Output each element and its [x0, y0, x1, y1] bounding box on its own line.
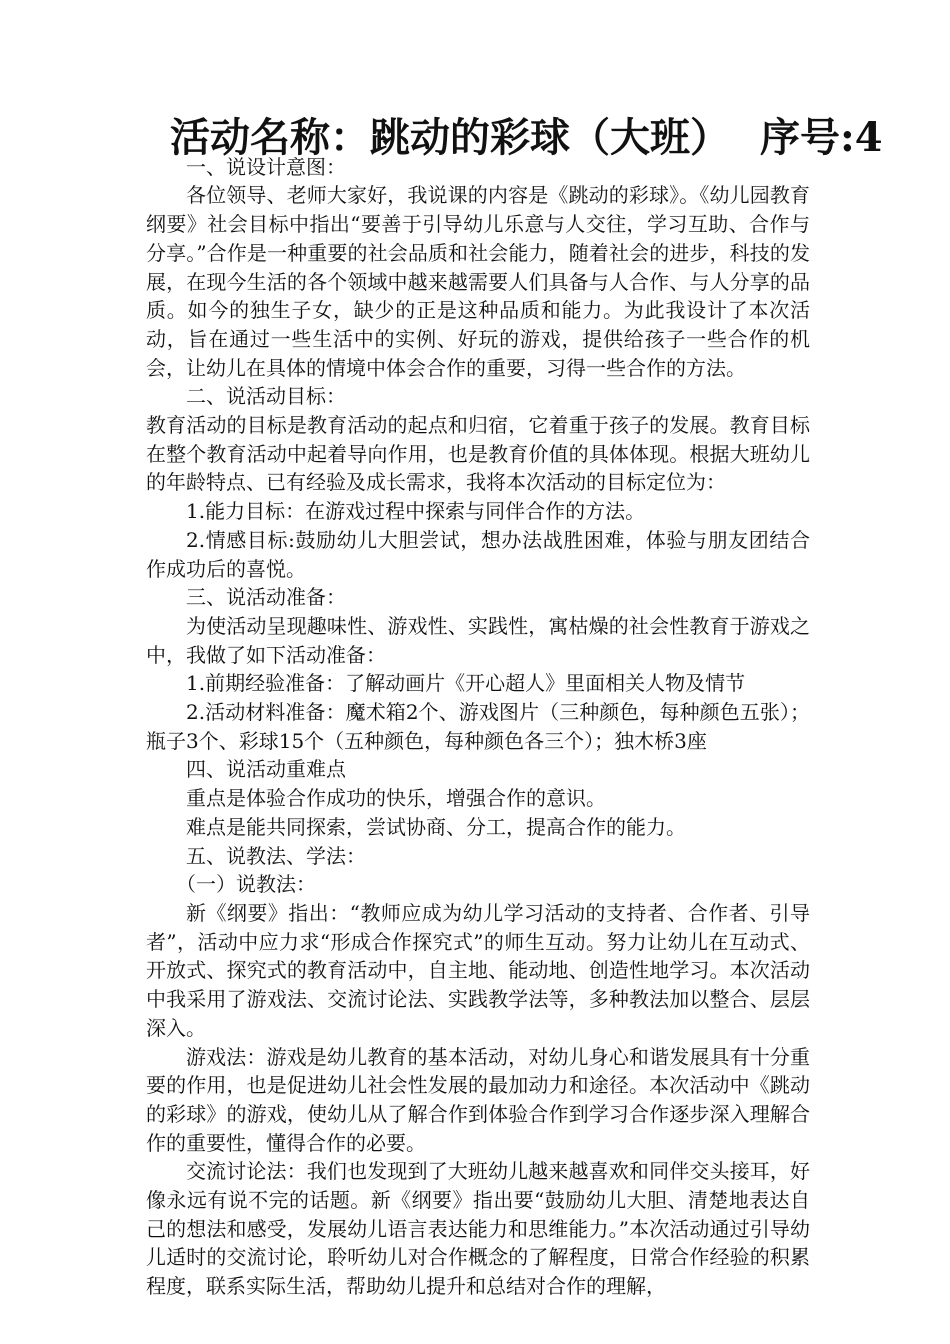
paragraph: （一）说教法： — [176, 872, 316, 897]
paragraph: 教育活动的目标是教育活动的起点和归宿，它着重于孩子的发展。教育目标在整个教育活动中起着导向作用，也是教育价值的具体体现。根据大班幼儿的年龄特点、已有经验及成长需求，我将本次活动的目标定位为： — [146, 413, 810, 495]
paragraph: 五、说教法、学法： — [186, 843, 366, 868]
paragraph: 难点是能共同探索，尝试协商、分工，提高合作的能力。 — [186, 814, 686, 839]
paragraph: 二、说活动目标： — [186, 384, 346, 409]
document-title — [146, 114, 883, 161]
paragraph: 重点是体验合作成功的快乐，增强合作的意识。 — [186, 786, 606, 811]
paragraph: 为使活动呈现趣味性、游戏性、实践性，寓枯燥的社会性教育于游戏之中，我做了如下活动准备： — [146, 613, 810, 667]
paragraph: 1.前期经验准备：了解动画片《开心超人》里面相关人物及情节 — [186, 671, 746, 696]
paragraph: 一、说设计意图： — [186, 154, 346, 179]
paragraph: 三、说活动准备： — [186, 585, 346, 610]
paragraph: 2.活动材料准备：魔术箱2个、游戏图片（三种颜色，每种颜色五张）；瓶子3个、彩球15个（五种颜色，每种颜色各三个）；独木桥3座 — [146, 700, 810, 753]
paragraph: 1.能力目标：在游戏过程中探索与同伴合作的方法。 — [186, 499, 646, 524]
paragraph: 四、说活动重难点 — [186, 757, 346, 782]
document-body — [146, 153, 810, 1301]
paragraph: 2.情感目标:鼓励幼儿大胆尝试，想办法战胜困难，体验与朋友团结合作成功后的喜悦。 — [146, 527, 810, 581]
paragraph: 游戏法：游戏是幼儿教育的基本活动，对幼儿身心和谐发展具有十分重要的作用，也是促进幼儿社会性发展的最加动力和途径。本次活动中《跳动的彩球》的游戏，使幼儿从了解合作到体验合作到学习合作逐步深入理解合作的重要性，懂得合作的必要。 — [146, 1044, 810, 1155]
serial-number: 序号:4 — [760, 114, 883, 161]
paragraph: 新《纲要》指出：“教师应成为幼儿学习活动的支持者、合作者、引导者”，活动中应力求“形成合作探究式”的师生互动。努力让幼儿在互动式、开放式、探究式的教育活动中，自主地、能动地、创造性地学习。本次活动中我采用了游戏法、交流讨论法、实践教学法等，多种教法加以整合、层层深入。 — [146, 900, 810, 1040]
paragraph: 各位领导、老师大家好，我说课的内容是《跳动的彩球》。《幼儿园教育纲要》社会目标中指出“要善于引导幼儿乐意与人交往，学习互助、合作与分享。”合作是一种重要的社会品质和社会能力，随着社会的进步，科技的发展，在现今生活的各个领域中越来越需要人们具备与人合作、与人分享的品质。如今的独生子女，缺少的正是这种品质和能力。为此我设计了本次活动，旨在通过一些生活中的实例、好玩的游戏，提供给孩子一些合作的机会，让幼儿在具体的情境中体会合作的重要，习得一些合作的方法。 — [146, 183, 810, 380]
paragraph: 交流讨论法：我们也发现到了大班幼儿越来越喜欢和同伴交头接耳，好像永远有说不完的话题。新《纲要》指出要“鼓励幼儿大胆、清楚地表达自己的想法和感受，发展幼儿语言表达能力和思维能力。”本次活动通过引导幼儿适时的交流讨论，聆听幼儿对合作概念的了解程度，日常合作经验的积累程度，联系实际生活，帮助幼儿提升和总结对合作的理解， — [146, 1159, 810, 1299]
document-page — [146, 114, 883, 1301]
activity-name: 活动名称：跳动的彩球（大班） — [170, 114, 730, 161]
